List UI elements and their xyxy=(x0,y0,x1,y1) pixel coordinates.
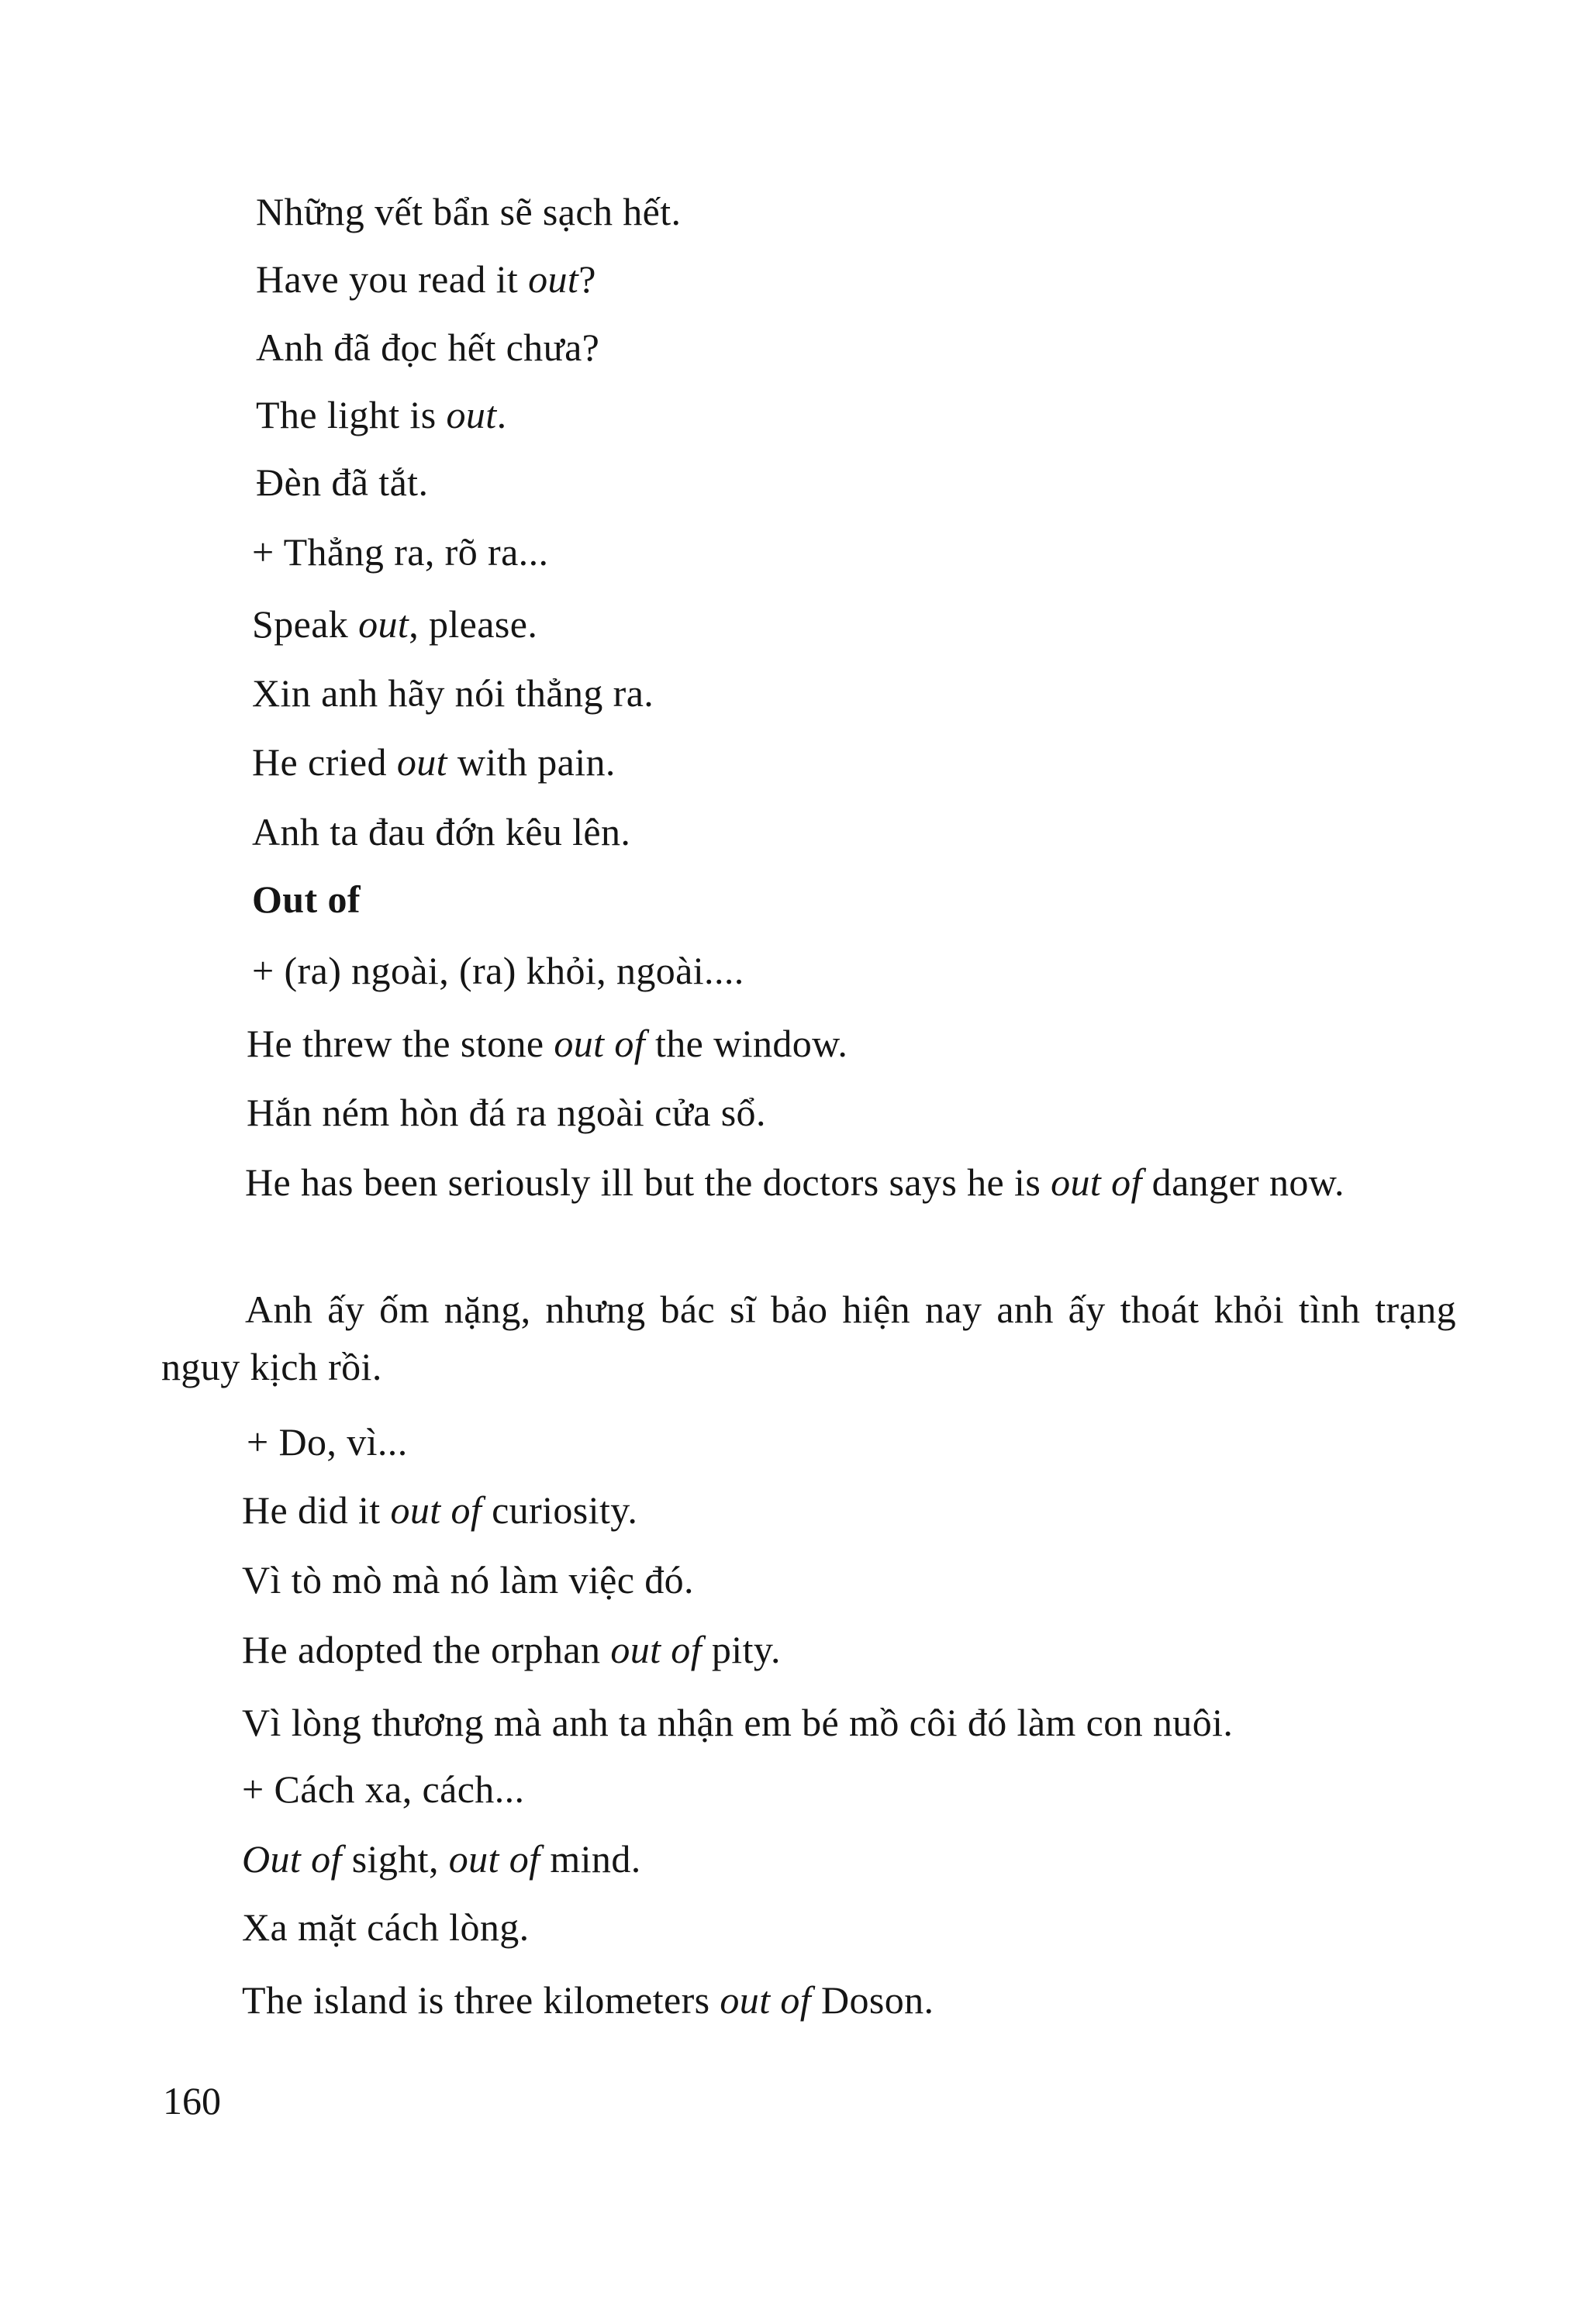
text-line: He threw the stone out of the window. xyxy=(247,1022,848,1065)
text-paragraph: Anh ấy ốm nặng, nhưng bác sĩ bảo hiện nay anh ấy thoát khỏi tình trạng nguy kịch rồi. xyxy=(161,1288,1456,1388)
text-line: Speak out, please. xyxy=(252,602,538,646)
text-line: Xa mặt cách lòng. xyxy=(242,1905,530,1949)
page-number: 160 xyxy=(163,2079,221,2122)
text-line: Anh ta đau đớn kêu lên. xyxy=(252,810,631,853)
text-line: He did it out of curiosity. xyxy=(242,1488,638,1532)
text-line: + (ra) ngoài, (ra) khỏi, ngoài.... xyxy=(252,949,744,992)
section-heading: Out of xyxy=(252,878,361,921)
text-line: Have you read it out? xyxy=(256,257,596,301)
text-paragraph: He has been seriously ill but the doctors says he is out of danger now. xyxy=(245,1160,1345,1204)
text-line: Vì lòng thương mà anh ta nhận em bé mồ côi đó làm con nuôi. xyxy=(242,1701,1234,1744)
text-line: Xin anh hãy nói thẳng ra. xyxy=(252,671,654,715)
text-line: Hắn ném hòn đá ra ngoài cửa sổ. xyxy=(247,1091,766,1134)
text-line: Anh đã đọc hết chưa? xyxy=(256,326,600,369)
text-line: + Do, vì... xyxy=(247,1420,408,1464)
text-line: Out of sight, out of mind. xyxy=(242,1837,641,1881)
text-line: He cried out with pain. xyxy=(252,740,616,784)
text-line: The island is three kilometers out of Doson. xyxy=(242,1978,934,2022)
text-line: + Cách xa, cách... xyxy=(242,1767,525,1811)
text-line: + Thẳng ra, rõ ra... xyxy=(252,530,549,574)
text-line: Những vết bẩn sẽ sạch hết. xyxy=(256,190,682,233)
text-line: Đèn đã tắt. xyxy=(256,460,429,504)
text-line: Vì tò mò mà nó làm việc đó. xyxy=(242,1558,694,1602)
text-line: The light is out. xyxy=(256,393,507,436)
text-line: He adopted the orphan out of pity. xyxy=(242,1628,781,1671)
